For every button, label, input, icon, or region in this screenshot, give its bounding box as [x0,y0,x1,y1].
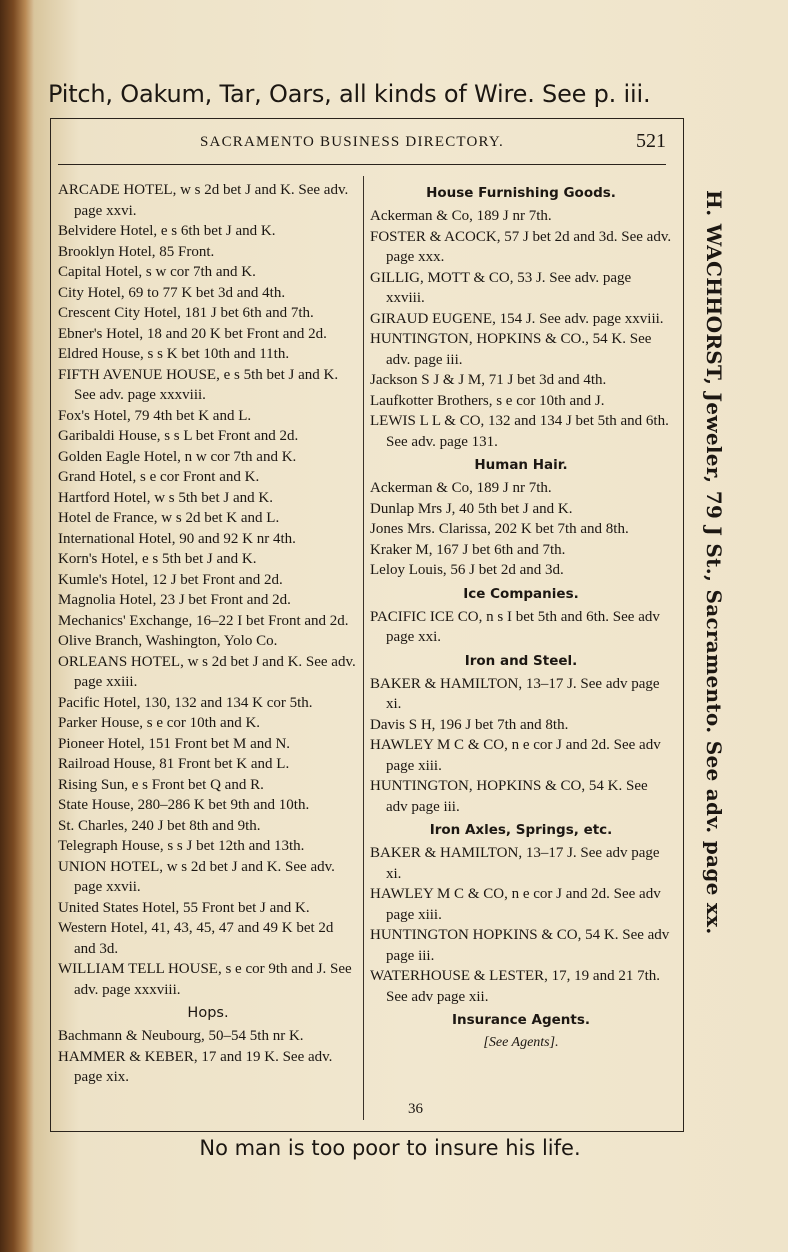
directory-entry: Pioneer Hotel, 151 Front bet M and N. [58,735,291,752]
directory-entry: LEWIS L L & CO, 132 and 134 J bet 5th and 6th. See adv. page 131. [370,413,669,450]
directory-entry: International Hotel, 90 and 92 K nr 4th. [58,530,296,547]
directory-entry: Korn's Hotel, e s 5th bet J and K. [58,551,257,567]
section-heading-house-furnishing: House Furnishing Goods. [426,185,616,201]
directory-entry: Western Hotel, 41, 43, 45, 47 and 49 K bet 2d and 3d. [58,920,334,957]
ice-list [370,607,672,648]
directory-entry: Rising Sun, e s Front bet Q and R. [58,776,264,793]
iron-axles-list [370,843,672,1007]
insurance-see-reference: [See Agents]. [483,1035,559,1050]
directory-entry: HAWLEY M C & CO, n e cor J and 2d. See adv page xiii. [370,886,661,923]
directory-entry: BAKER & HAMILTON, 13–17 J. See adv page xi. [370,675,660,712]
signature-mark: 36 [408,1101,423,1117]
directory-entry: HUNTINGTON, HOPKINS & CO., 54 K. See adv. page iii. [370,331,652,368]
directory-entry: GIRAUD EUGENE, 154 J. See adv. page xxviii. [370,310,664,327]
directory-entry: Belvidere Hotel, e s 6th bet J and K. [58,223,276,239]
directory-entry: HAWLEY M C & CO, n e cor J and 2d. See adv page xiii. [370,737,661,774]
directory-entry: ORLEANS HOTEL, w s 2d bet J and K. See adv. page xxiii. [58,653,356,690]
directory-entry: Jones Mrs. Clarissa, 202 K bet 7th and 8th. [370,521,629,537]
directory-entry: Hotel de France, w s 2d bet K and L. [58,510,280,526]
directory-entry: Leloy Louis, 56 J bet 2d and 3d. [370,562,564,578]
header-rule [58,164,666,165]
directory-entry: HUNTINGTON HOPKINS & CO, 54 K. See adv page iii. [370,927,670,964]
hops-list [58,1026,358,1088]
directory-entry: GILLIG, MOTT & CO, 53 J. See adv. page xxviii. [370,269,632,306]
directory-entry: Garibaldi House, s s L bet Front and 2d. [58,428,299,444]
section-heading-iron-steel: Iron and Steel. [464,652,578,669]
directory-entry: WATERHOUSE & LESTER, 17, 19 and 21 7th. See adv page xii. [370,968,660,1005]
book-spine-edge [0,0,34,1252]
section-heading-iron-axles: Iron Axles, Springs, etc. [429,822,613,838]
directory-entry: United States Hotel, 55 Front bet J and K. [58,899,310,916]
section-heading-insurance: Insurance Agents. [451,1012,590,1028]
directory-entry: PACIFIC ICE CO, n s I bet 5th and 6th. See adv page xxi. [370,608,660,645]
column-divider [363,176,364,1120]
section-heading-hops: Hops. [187,1005,229,1021]
directory-entry: Davis S H, 196 J bet 7th and 8th. [370,716,569,733]
directory-entry: Golden Eagle Hotel, n w cor 7th and K. [58,448,297,465]
directory-entry: Railroad House, 81 Front bet K and L. [58,756,290,772]
directory-entry: Ackerman & Co, 189 J nr 7th. [370,208,552,224]
running-header [50,130,682,160]
directory-entry: Fox's Hotel, 79 4th bet K and L. [58,407,252,424]
directory-entry: Parker House, s e cor 10th and K. [58,715,261,731]
iron-steel-list [370,674,672,818]
directory-entry: Telegraph House, s s J bet 12th and 13th. [58,838,305,854]
directory-entry: BAKER & HAMILTON, 13–17 J. See adv page xi. [370,845,660,882]
side-advertisement: H. WACHHORST, Jeweler, 79 J St., Sacramento. See adv. page xx. [702,190,726,935]
top-advertisement: Pitch, Oakum, Tar, Oars, all kinds of Wire. See p. iii. [48,80,651,108]
directory-entry: UNION HOTEL, w s 2d bet J and K. See adv. page xxvii. [58,858,335,895]
directory-entry: FIFTH AVENUE HOUSE, e s 5th bet J and K. See adv. page xxxviii. [58,366,339,403]
directory-entry: Ackerman & Co, 189 J nr 7th. [370,480,552,496]
directory-entry: City Hotel, 69 to 77 K bet 3d and 4th. [58,284,286,301]
directory-entry: Jackson S J & J M, 71 J bet 3d and 4th. [370,372,607,388]
directory-entry: Dunlap Mrs J, 40 5th bet J and K. [370,500,573,517]
left-column [58,180,358,1088]
directory-entry: Crescent City Hotel, 181 J bet 6th and 7th. [58,305,314,321]
directory-entry: Eldred House, s s K bet 10th and 11th. [58,346,290,362]
page-number: 521 [636,130,666,152]
section-heading-human-hair: Human Hair. [474,457,568,473]
directory-entry: ARCADE HOTEL, w s 2d bet J and K. See adv. page xxvi. [58,182,349,219]
directory-entry: Brooklyn Hotel, 85 Front. [58,243,215,260]
directory-entry: Olive Branch, Washington, Yolo Co. [58,633,278,649]
directory-entry: Laufkotter Brothers, s e cor 10th and J. [370,392,605,409]
bottom-advertisement: No man is too poor to insure his life. [199,1136,581,1160]
directory-entry: St. Charles, 240 J bet 8th and 9th. [58,817,261,834]
directory-title: SACRAMENTO BUSINESS DIRECTORY. [200,134,504,150]
directory-entry: Hartford Hotel, w s 5th bet J and K. [58,489,273,506]
directory-entry: WILLIAM TELL HOUSE, s e cor 9th and J. See adv. page xxxviii. [58,961,352,998]
human-hair-list [370,478,672,581]
directory-entry: State House, 280–286 K bet 9th and 10th. [58,797,310,813]
directory-entry: HAMMER & KEBER, 17 and 19 K. See adv. page xix. [58,1048,333,1085]
hotels-list [58,180,358,1000]
right-column [370,180,672,1053]
directory-entry: Mechanics' Exchange, 16–22 I bet Front and 2d. [58,612,349,629]
directory-entry: Ebner's Hotel, 18 and 20 K bet Front and 2d. [58,325,327,342]
section-heading-ice: Ice Companies. [463,585,579,602]
directory-entry: Kumle's Hotel, 12 J bet Front and 2d. [58,571,283,588]
directory-entry: Grand Hotel, s e cor Front and K. [58,469,260,485]
house-furnishing-list [370,206,672,452]
directory-entry: Capital Hotel, s w cor 7th and K. [58,264,256,280]
directory-entry: Magnolia Hotel, 23 J bet Front and 2d. [58,592,291,608]
directory-entry: Bachmann & Neubourg, 50–54 5th nr K. [58,1028,304,1044]
directory-entry: HUNTINGTON, HOPKINS & CO, 54 K. See adv page iii. [370,778,648,815]
directory-entry: Kraker M, 167 J bet 6th and 7th. [370,541,566,558]
directory-entry: Pacific Hotel, 130, 132 and 134 K cor 5th. [58,694,313,711]
directory-entry: FOSTER & ACOCK, 57 J bet 2d and 3d. See adv. page xxx. [370,228,672,265]
